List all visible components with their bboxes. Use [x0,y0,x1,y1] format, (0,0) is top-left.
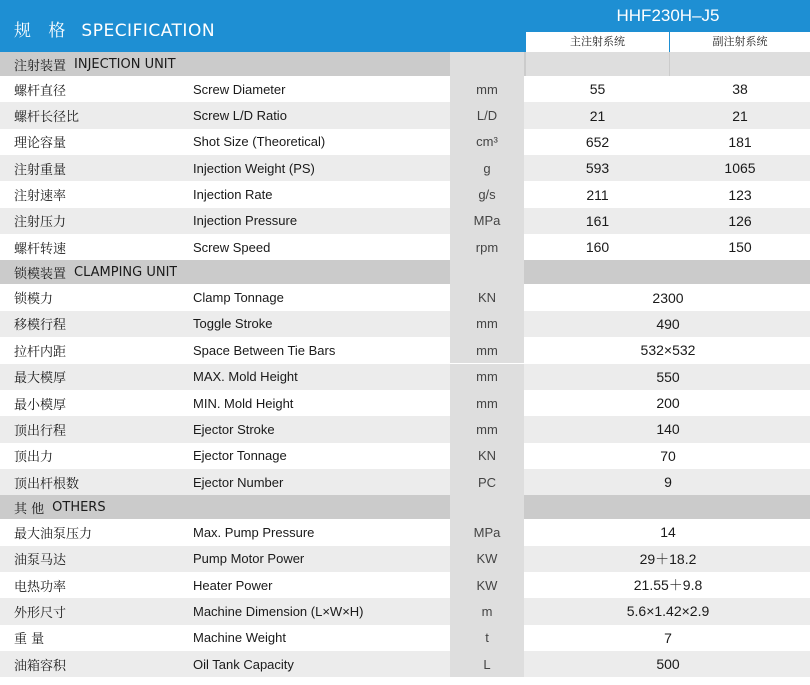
spec-value-sub: 38 [732,81,748,98]
spec-name-en: Machine Weight [193,630,286,646]
spec-name-en: Screw Diameter [193,81,286,97]
section-title-en: CLAMPING UNIT [74,264,178,280]
spec-value: 532×532 [640,342,696,359]
spec-value: 5.6×1.42×2.9 [626,603,710,620]
section-title-en: INJECTION UNIT [74,56,176,72]
section-title [14,52,176,76]
table-row [0,284,810,310]
spec-value: 7 [664,629,672,646]
spec-name-cn: 注射速率 [14,189,67,205]
table-row [0,337,810,363]
table-row [0,390,810,416]
spec-unit: mm [450,337,524,363]
spec-name-cn: 最大模厚 [14,371,67,387]
section-title [14,495,106,519]
table-row [0,364,810,390]
spec-unit: g/s [450,181,524,207]
spec-name-en: Clamp Tonnage [193,290,284,306]
spec-name-en: Space Between Tie Bars [193,342,336,358]
spec-name-en: MAX. Mold Height [193,369,298,385]
spec-value: 200 [656,395,680,412]
spec-name-cn: 油箱容积 [14,658,67,674]
table-row [0,102,810,128]
model-name: HHF230H–J5 [616,6,720,25]
spec-value-main: 211 [586,186,609,203]
section-title-cn: 其 他 [14,501,45,517]
spec-unit: L [450,651,524,677]
spec-name-en: Oil Tank Capacity [193,656,294,672]
spec-unit: mm [450,416,524,442]
section-value-blank [670,52,810,76]
spec-name-cn: 最小模厚 [14,397,67,413]
spec-name-en: Shot Size (Theoretical) [193,134,326,150]
spec-unit: mm [450,76,524,102]
spec-name-cn: 螺杆长径比 [14,110,80,126]
section-header [0,260,810,284]
spec-unit: KW [450,546,524,572]
spec-name-cn: 顶出行程 [14,423,67,439]
page-title [14,16,215,41]
table-row [0,129,810,155]
title-en: SPECIFICATION [81,21,216,41]
table-row [0,519,810,545]
spec-value-sub: 123 [728,186,752,203]
spec-unit: MPa [450,519,524,545]
table-row [0,469,810,495]
spec-unit: mm [450,390,524,416]
table-row [0,234,810,260]
spec-value: 500 [656,656,680,673]
section-header [0,495,810,519]
section-unit-blank [450,495,524,519]
section-title-cn: 注射装置 [14,58,67,74]
spec-unit: MPa [450,208,524,234]
spec-value: 70 [660,447,676,464]
spec-name-en: Screw Speed [193,239,271,255]
table-row [0,651,810,677]
spec-unit: KN [450,284,524,310]
spec-unit: PC [450,469,524,495]
spec-value-sub: 126 [728,212,752,229]
table-row [0,598,810,624]
spec-name-cn: 螺杆直径 [14,83,67,99]
section-value-blank [526,52,669,76]
spec-name-cn: 重 量 [14,632,45,648]
spec-value: 14 [660,524,676,541]
spec-name-en: Injection Weight (PS) [193,160,315,176]
table-row [0,625,810,651]
spec-header [0,0,810,52]
spec-unit: cm³ [450,129,524,155]
spec-unit: mm [450,364,524,390]
spec-name-cn: 电热功率 [14,579,67,595]
spec-name-en: Injection Pressure [193,213,298,229]
spec-name-cn: 注射压力 [14,215,67,231]
spec-name-en: Toggle Stroke [193,316,273,332]
spec-value: 9 [664,474,672,491]
spec-unit: t [450,625,524,651]
table-row [0,311,810,337]
spec-name-en: Ejector Tonnage [193,448,287,464]
section-title-en: OTHERS [52,499,106,515]
spec-value-sub: 150 [728,239,752,256]
table-row [0,416,810,442]
spec-value-sub: 1065 [724,160,756,177]
spec-value: 2300 [652,289,684,306]
spec-name-en: Machine Dimension (L×W×H) [193,603,364,619]
table-row [0,181,810,207]
spec-name-cn: 油泵马达 [14,553,67,569]
spec-name-cn: 锁模力 [14,292,54,308]
spec-name-cn: 注射重量 [14,162,67,178]
section-unit-blank [450,260,524,284]
spec-value: 140 [656,421,680,438]
spec-unit: g [450,155,524,181]
spec-unit: mm [450,311,524,337]
spec-value-main: 652 [585,133,610,150]
table-row [0,76,810,102]
spec-name-en: Pump Motor Power [193,551,305,567]
spec-value-main: 160 [585,239,610,256]
spec-name-en: Ejector Stroke [193,421,275,437]
table-row [0,443,810,469]
spec-value-main: 21 [589,107,606,124]
spec-unit: rpm [450,234,524,260]
table-row [0,546,810,572]
spec-name-en: MIN. Mold Height [193,395,294,411]
spec-unit: m [450,598,524,624]
spec-name-cn: 顶出杆根数 [14,476,80,492]
spec-name-cn: 外形尺寸 [14,605,67,621]
spec-unit: L/D [450,102,524,128]
spec-value: 490 [656,315,680,332]
spec-unit: KW [450,572,524,598]
spec-value-main: 55 [589,81,606,98]
column-header-main-injection: 主注射系统 [526,32,669,52]
spec-name-cn: 螺杆转速 [14,241,67,257]
column-header-sub-injection: 副注射系统 [670,32,810,52]
spec-value: 550 [656,368,680,385]
spec-name-en: Max. Pump Pressure [193,524,315,540]
table-row [0,155,810,181]
spec-value: 21.55＋9.8 [633,577,703,594]
spec-name-cn: 理论容量 [14,136,67,152]
spec-value-main: 161 [585,212,610,229]
section-unit-blank [450,52,524,76]
table-row [0,208,810,234]
section-header [0,52,810,76]
title-cn: 规 格 [14,21,72,41]
section-title-cn: 锁模装置 [14,266,67,282]
spec-value-main: 593 [585,160,610,177]
spec-unit: KN [450,443,524,469]
spec-value-sub: 181 [728,133,752,150]
section-title [14,260,177,284]
table-row [0,572,810,598]
spec-name-cn: 顶出力 [14,450,54,466]
spec-value: 29＋18.2 [639,550,697,567]
spec-name-cn: 移模行程 [14,318,67,334]
spec-name-cn: 拉杆内距 [14,344,67,360]
spec-value-sub: 21 [732,107,748,124]
spec-name-en: Screw L/D Ratio [193,108,287,124]
spec-name-en: Heater Power [193,577,273,593]
spec-name-en: Ejector Number [193,474,284,490]
spec-name-en: Injection Rate [193,187,273,203]
spec-name-cn: 最大油泵压力 [14,526,93,542]
